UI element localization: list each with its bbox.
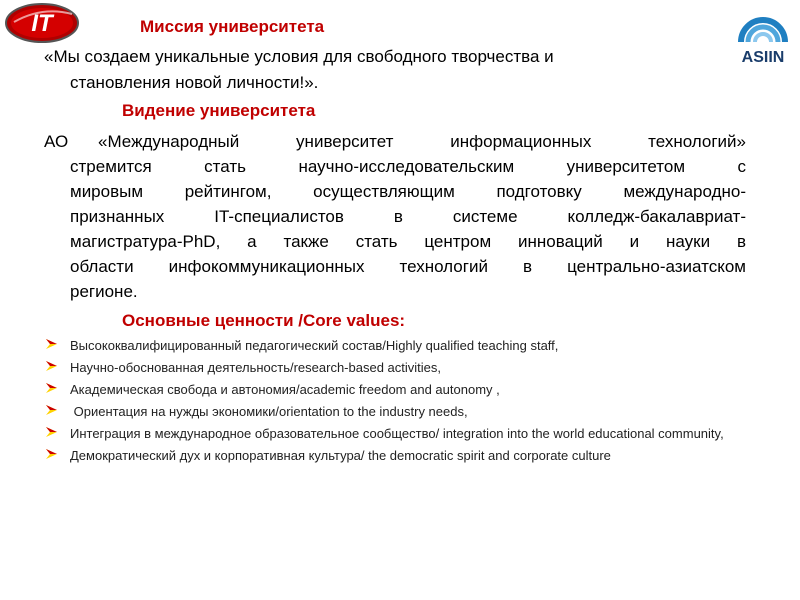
asiin-logo <box>733 8 793 66</box>
value-text: Академическая свобода и автономия/academic freedom and autonomy , <box>70 382 500 397</box>
it-logo-text: IT <box>31 10 53 37</box>
list-item <box>46 381 746 398</box>
list-item <box>46 337 746 354</box>
value-text: Ориентация на нужды экономики/orientation to the industry needs, <box>70 404 468 419</box>
value-text: Интеграция в международное образовательное сообщество/ integration into the world educational community, <box>70 426 724 441</box>
mission-heading: Миссия университета <box>140 17 325 36</box>
vision-heading: Видение университета <box>122 101 316 120</box>
arrow-bullet-icon <box>46 338 58 350</box>
vision-line: регионе. <box>70 282 138 301</box>
arrow-bullet-icon <box>46 426 58 438</box>
list-item <box>46 447 746 464</box>
value-text: Научно-обоснованная деятельность/research-based activities, <box>70 360 441 375</box>
vision-line: области инфокоммуникационных технологий в центрально-азиатском <box>70 257 746 276</box>
arrow-bullet-icon <box>46 448 58 460</box>
vision-line: мировым рейтингом, осуществляющим подготовку международно- <box>70 182 746 201</box>
mission-line-2: становления новой личности!». <box>70 73 319 92</box>
arrow-bullet-icon <box>46 404 58 416</box>
vision-ao-label: АО <box>44 132 69 151</box>
values-list <box>46 337 746 469</box>
vision-line: магистратура-PhD, а также стать центром инноваций и науки в <box>70 232 746 251</box>
list-item <box>46 359 746 376</box>
vision-text <box>44 129 746 304</box>
vision-line: «Международный университет информационных технологий» <box>98 132 746 151</box>
vision-line: стремится стать научно-исследовательским университетом с <box>70 157 746 176</box>
list-item <box>46 403 746 420</box>
list-item <box>46 425 746 442</box>
it-logo <box>4 2 80 44</box>
values-heading: Основные ценности /Core values: <box>122 311 406 330</box>
arrow-bullet-icon <box>46 360 58 372</box>
arrow-bullet-icon <box>46 382 58 394</box>
value-text: Высококвалифицированный педагогический состав/Highly qualified teaching staff, <box>70 338 559 353</box>
mission-text <box>44 44 704 96</box>
mission-line-1: «Мы создаем уникальные условия для свободного творчества и <box>44 47 554 66</box>
vision-line: признанных IT-специалистов в системе колледж-бакалавриат- <box>70 207 746 226</box>
value-text: Демократический дух и корпоративная культура/ the democratic spirit and corporate culture <box>70 448 611 463</box>
asiin-logo-text: ASIIN <box>741 49 785 66</box>
